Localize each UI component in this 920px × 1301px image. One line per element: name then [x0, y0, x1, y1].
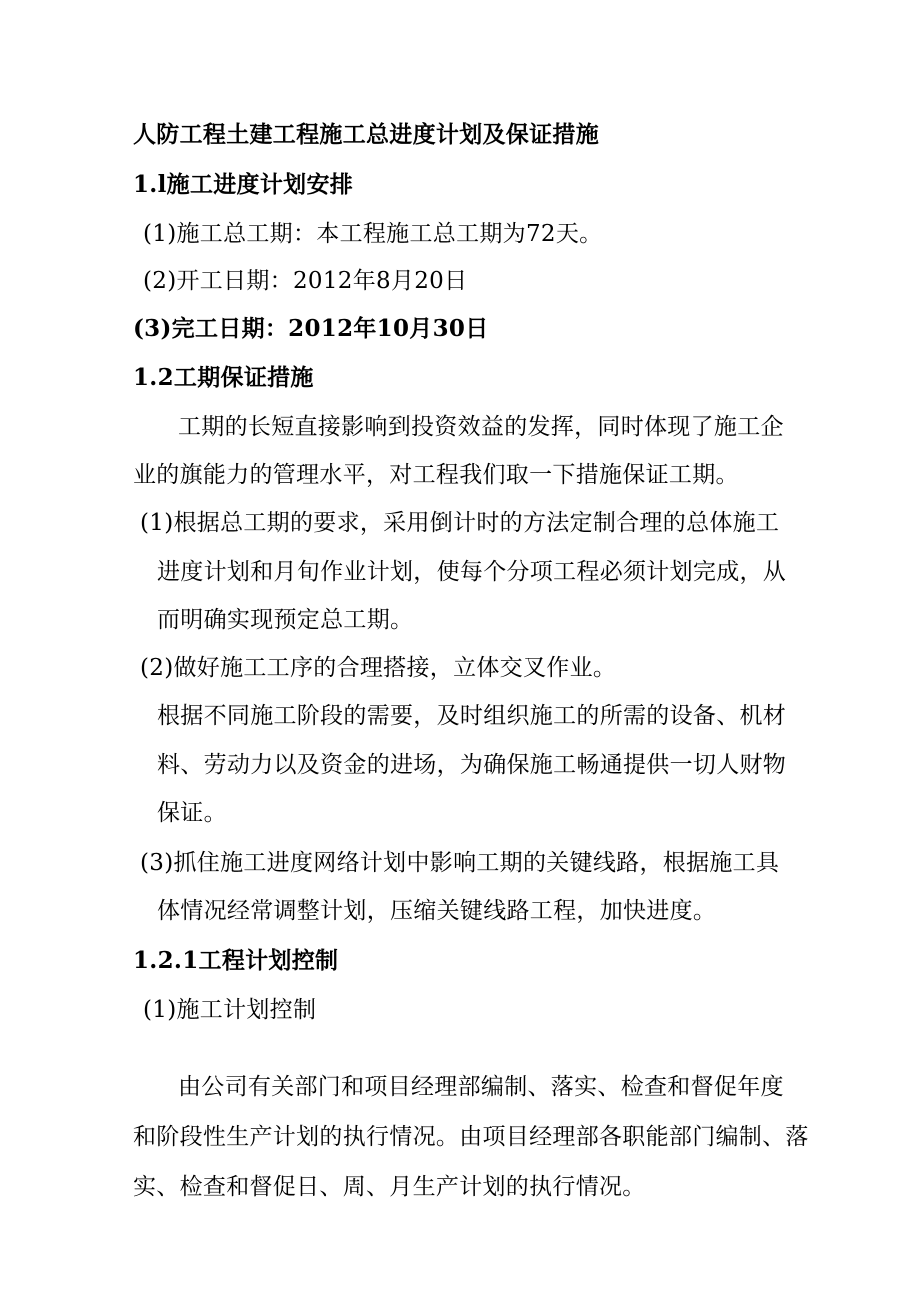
- document-title: 人防工程土建工程施工总进度计划及保证措施: [133, 121, 599, 148]
- measure-3-line-1: (3)抓住施工进度网络计划中影响工期的关键线路，根据施工具: [140, 850, 780, 876]
- start-date-item: (2)开工日期：2012年8月20日: [143, 268, 468, 294]
- section-1-1-heading: 1.l施工进度计划安排: [133, 171, 354, 198]
- construction-plan-control-item: (1)施工计划控制: [143, 997, 317, 1023]
- total-duration-item: (1)施工总工期：本工程施工总工期为72天。: [143, 221, 603, 247]
- measure-3-line-2: 体情况经常调整计划，压缩关键线路工程，加快进度。: [157, 898, 717, 924]
- section-1-2-1-heading: 1.2.1工程计划控制: [133, 947, 339, 974]
- measure-1-line-1: (1)根据总工期的要求，采用倒计时的方法定制合理的总体施工: [140, 510, 780, 536]
- measure-1-line-3: 而明确实现预定总工期。: [157, 607, 414, 633]
- measure-2-detail-line-2: 料、劳动力以及资金的进场，为确保施工畅通提供一切人财物: [157, 752, 787, 778]
- intro-line-2: 业的旗能力的管理水平，对工程我们取一下措施保证工期。: [133, 462, 739, 488]
- measure-2-detail-line-3: 保证。: [157, 800, 227, 826]
- plan-control-para-line-1: 由公司有关部门和项目经理部编制、落实、检查和督促年度: [178, 1074, 784, 1100]
- measure-2-line: (2)做好施工工序的合理搭接，立体交叉作业。: [140, 655, 617, 681]
- completion-date-item: (3)完工日期：2012年10月30日: [133, 315, 489, 342]
- section-1-2-heading: 1.2工期保证措施: [133, 364, 314, 391]
- plan-control-para-line-2: 和阶段性生产计划的执行情况。由项目经理部各职能部门编制、落: [133, 1124, 809, 1150]
- intro-line-1: 工期的长短直接影响到投资效益的发挥，同时体现了施工企: [178, 414, 784, 440]
- measure-1-line-2: 进度计划和月旬作业计划，使每个分项工程必须计划完成，从: [157, 559, 787, 585]
- plan-control-para-line-3: 实、检查和督促日、周、月生产计划的执行情况。: [133, 1174, 646, 1200]
- measure-2-detail-line-1: 根据不同施工阶段的需要，及时组织施工的所需的设备、机材: [157, 703, 787, 729]
